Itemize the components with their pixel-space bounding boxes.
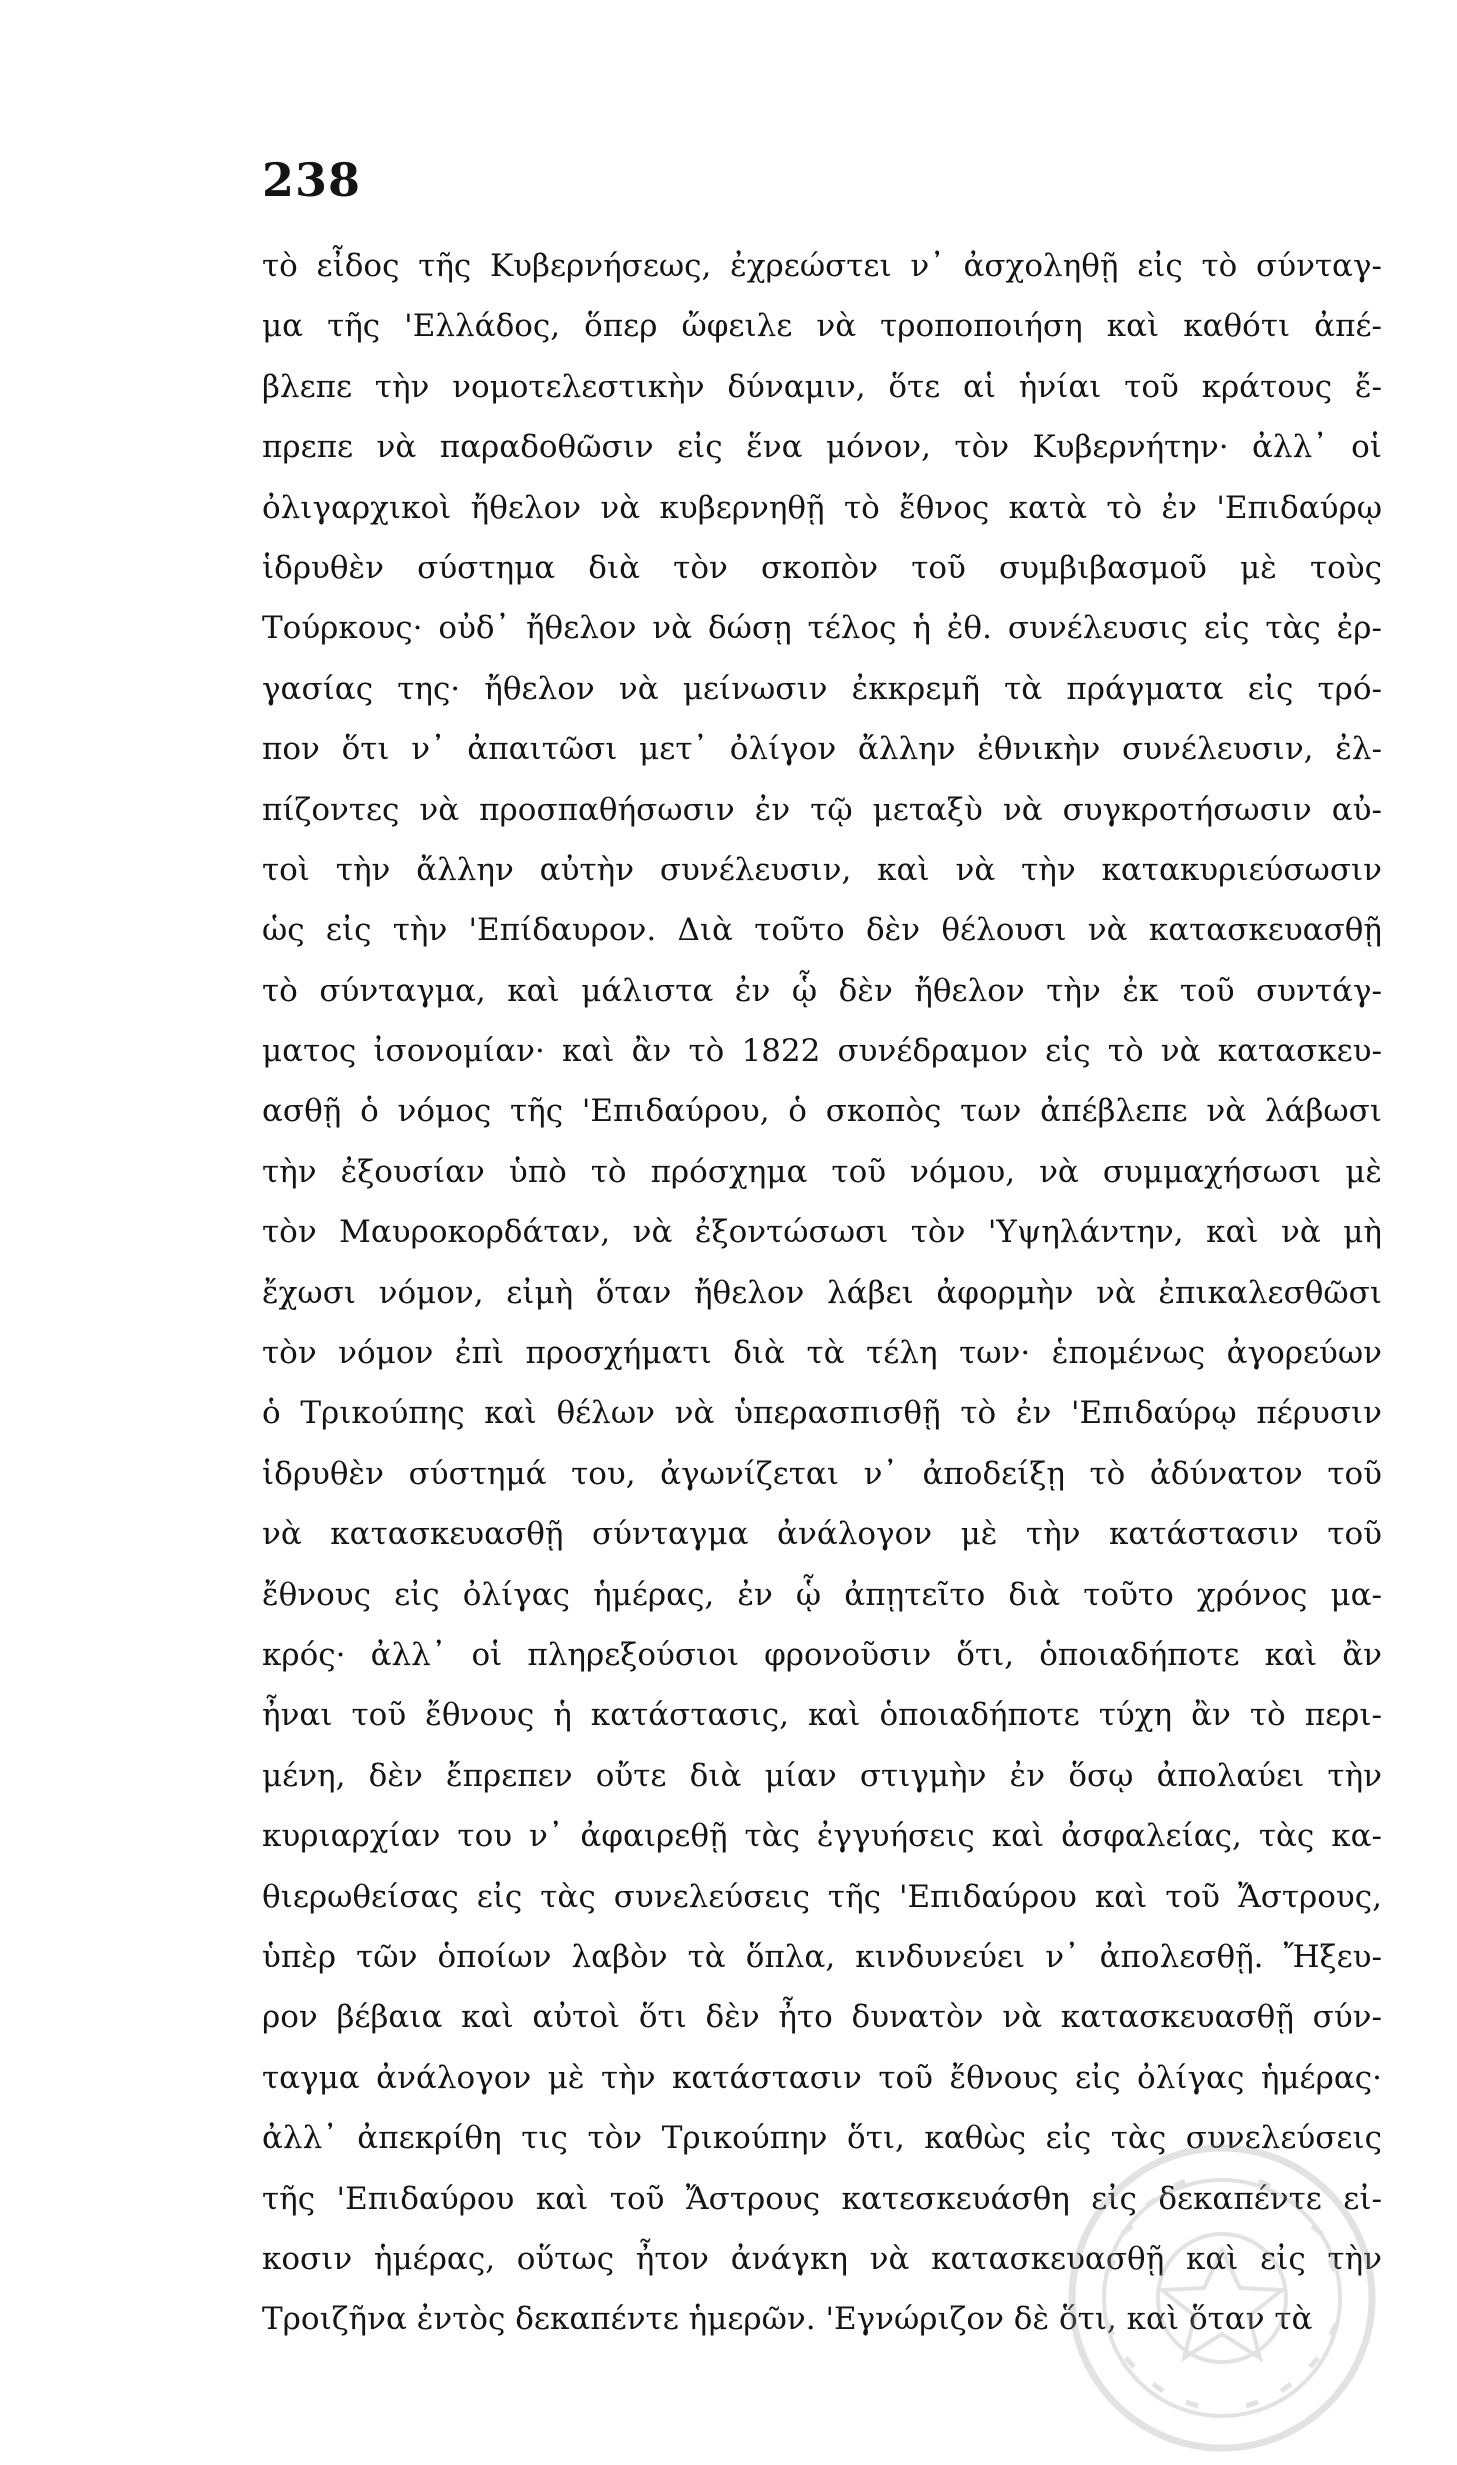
text-line-12: ὡς εἰς τὴν 'Επίδαυρον. Διὰ τοῦτο δὲν θέλουσι νὰ κατασκευασθῇ: [262, 912, 1382, 949]
text-line-32: ἀλλ᾽ ἀπεκρίθη τις τὸν Τρικούπην ὅτι, καθὼς εἰς τὰς συνελεύσεις: [262, 2120, 1382, 2157]
text-line-18: ἔχωσι νόμον, εἰμὴ ὅταν ἤθελον λάβει ἀφορμὴν νὰ ἐπικαλεσθῶσι: [262, 1274, 1382, 1311]
text-line-3: βλεπε τὴν νομοτελεστικὴν δύναμιν, ὅτε αἱ ἡνίαι τοῦ κράτους ἔ-: [262, 368, 1382, 405]
text-line-23: ἔθνους εἰς ὀλίγας ἡμέρας, ἐν ᾧ ἀπῃτεῖτο διὰ τοῦτο χρόνος μα-: [262, 1576, 1382, 1613]
text-line-24: κρός· ἀλλ᾽ οἱ πληρεξούσιοι φρονοῦσιν ὅτι, ὁποιαδήποτε καὶ ἂν: [262, 1636, 1382, 1673]
text-line-10: πίζοντες νὰ προσπαθήσωσιν ἐν τῷ μεταξὺ νὰ συγκροτήσωσιν αὐ-: [262, 791, 1382, 828]
text-line-17: τὸν Μαυροκορδάταν, νὰ ἐξοντώσωσι τὸν 'Υψηλάντην, καὶ νὰ μὴ: [262, 1214, 1382, 1251]
page-number: 238: [262, 153, 362, 207]
text-line-2: μα τῆς 'Ελλάδος, ὅπερ ὤφειλε νὰ τροποποιήση καὶ καθότι ἀπέ-: [262, 308, 1382, 345]
text-line-34: κοσιν ἡμέρας, οὕτως ἦτον ἀνάγκη νὰ κατασκευασθῇ καὶ εἰς τὴν: [262, 2240, 1382, 2277]
text-line-28: θιερωθείσας εἰς τὰς συνελεύσεις τῆς 'Επιδαύρου καὶ τοῦ Ἄστρους,: [262, 1878, 1382, 1915]
text-line-4: πρεπε νὰ παραδοθῶσιν εἰς ἕνα μόνον, τὸν Κυβερνήτην· ἀλλ᾽ οἱ: [262, 429, 1382, 466]
text-line-13: τὸ σύνταγμα, καὶ μάλιστα ἐν ᾧ δὲν ἤθελον τὴν ἐκ τοῦ συντάγ-: [262, 972, 1382, 1009]
text-line-21: ἱδρυθὲν σύστημά του, ἀγωνίζεται ν᾽ ἀποδείξῃ τὸ ἀδύνατον τοῦ: [262, 1455, 1382, 1492]
text-line-33: τῆς 'Επιδαύρου καὶ τοῦ Ἄστρους κατεσκευάσθη εἰς δεκαπέντε εἰ-: [262, 2180, 1382, 2217]
text-line-22: νὰ κατασκευασθῇ σύνταγμα ἀνάλογον μὲ τὴν κατάστασιν τοῦ: [262, 1516, 1382, 1553]
text-line-9: πον ὅτι ν᾽ ἀπαιτῶσι μετ᾽ ὀλίγον ἄλλην ἐθνικὴν συνέλευσιν, ἐλ-: [262, 731, 1382, 768]
text-line-14: ματος ἰσονομίαν· καὶ ἂν τὸ 1822 συνέδραμον εἰς τὸ νὰ κατασκευ-: [262, 1033, 1382, 1070]
text-line-8: γασίας της· ἤθελον νὰ μείνωσιν ἐκκρεμῆ τὰ πράγματα εἰς τρό-: [262, 670, 1382, 707]
text-line-27: κυριαρχίαν του ν᾽ ἀφαιρεθῇ τὰς ἐγγυήσεις καὶ ἀσφαλείας, τὰς κα-: [262, 1818, 1382, 1855]
text-line-16: τὴν ἐξουσίαν ὑπὸ τὸ πρόσχημα τοῦ νόμου, νὰ συμμαχήσωσι μὲ: [262, 1153, 1382, 1190]
text-line-11: τοὶ τὴν ἄλλην αὐτὴν συνέλευσιν, καὶ νὰ τὴν κατακυριεύσωσιν: [262, 851, 1382, 888]
text-line-29: ὑπὲρ τῶν ὁποίων λαβὸν τὰ ὅπλα, κινδυνεύει ν᾽ ἀπολεσθῇ. Ἤξευ-: [262, 1938, 1382, 1975]
text-line-5: ὀλιγαρχικοὶ ἤθελον νὰ κυβερνηθῇ τὸ ἔθνος κατὰ τὸ ἐν 'Επιδαύρῳ: [262, 489, 1382, 526]
text-line-25: ἦναι τοῦ ἔθνους ἡ κατάστασις, καὶ ὁποιαδήποτε τύχη ἂν τὸ περι-: [262, 1697, 1382, 1734]
text-line-35: Τροιζῆνα ἐντὸς δεκαπέντε ἡμερῶν. 'Εγνώριζον δὲ ὅτι, καὶ ὅταν τὰ: [262, 2301, 1313, 2338]
body-text: [262, 236, 1382, 2350]
text-line-7: Τούρκους· οὐδ᾽ ἤθελον νὰ δώσῃ τέλος ἡ ἐθ. συνέλευσις εἰς τὰς ἐρ-: [262, 610, 1382, 647]
text-line-6: ἱδρυθὲν σύστημα διὰ τὸν σκοπὸν τοῦ συμβιβασμοῦ μὲ τοὺς: [262, 549, 1382, 586]
text-line-1: τὸ εἶδος τῆς Κυβερνήσεως, ἐχρεώστει ν᾽ ἀσχοληθῇ εἰς τὸ σύνταγ-: [262, 248, 1382, 284]
text-line-15: ασθῇ ὁ νόμος τῆς 'Επιδαύρου, ὁ σκοπὸς των ἀπέβλεπε νὰ λάβωσι: [262, 1093, 1382, 1130]
library-seal-icon: [1062, 2138, 1382, 2458]
text-line-30: ρον βέβαια καὶ αὐτοὶ ὅτι δὲν ἦτο δυνατὸν νὰ κατασκευασθῇ σύν-: [262, 1999, 1382, 2036]
text-line-20: ὁ Τρικούπης καὶ θέλων νὰ ὑπερασπισθῇ τὸ ἐν 'Επιδαύρῳ πέρυσιν: [262, 1395, 1382, 1432]
text-line-26: μένη, δὲν ἔπρεπεν οὔτε διὰ μίαν στιγμὴν ἐν ὅσῳ ἀπολαύει τὴν: [262, 1757, 1382, 1794]
text-line-31: ταγμα ἀνάλογον μὲ τὴν κατάστασιν τοῦ ἔθνους εἰς ὀλίγας ἡμέρας·: [262, 2059, 1382, 2096]
text-line-19: τὸν νόμον ἐπὶ προσχήματι διὰ τὰ τέλη των· ἑπομένως ἀγορεύων: [262, 1335, 1382, 1372]
